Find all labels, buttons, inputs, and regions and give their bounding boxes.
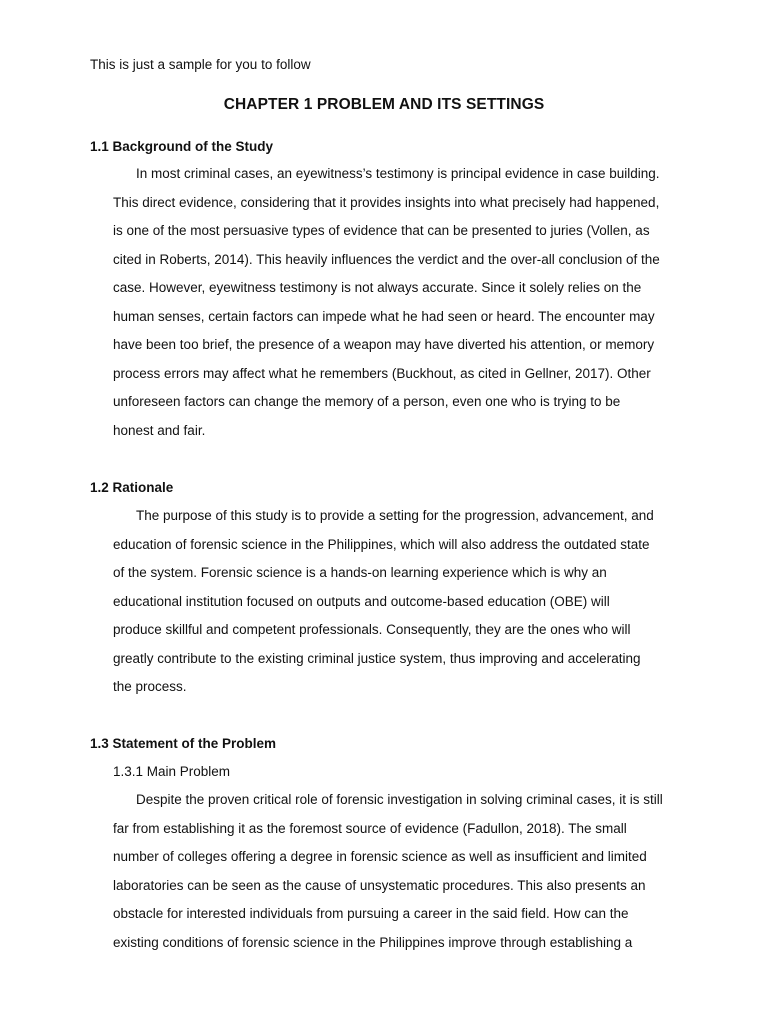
text-line: is one of the most persuasive types of evidence that can be presented to juries (Vollen, as — [113, 223, 650, 238]
text-line: In most criminal cases, an eyewitness’s testimony is principal evidence in case building. — [136, 166, 660, 181]
text-line: Despite the proven critical role of forensic investigation in solving criminal cases, it is still — [136, 792, 663, 807]
subsection-heading-main-problem: 1.3.1 Main Problem — [113, 764, 231, 779]
text-line: educational institution focused on outputs and outcome-based education (OBE) will — [113, 593, 610, 609]
paragraph-rationale — [113, 502, 688, 702]
text-line: education of forensic science in the Philippines, which will also address the outdated state — [113, 536, 650, 552]
section-heading-statement: 1.3 Statement of the Problem — [90, 736, 277, 751]
section-heading-background: 1.1 Background of the Study — [90, 139, 274, 154]
text-line: honest and fair. — [113, 422, 206, 438]
text-line: process errors may affect what he remembers (Buckhout, as cited in Gellner, 2017). Other — [113, 365, 651, 381]
paragraph-background — [113, 160, 688, 445]
text-line: The purpose of this study is to provide a setting for the progression, advancement, and — [136, 508, 654, 523]
text-line: produce skillful and competent professionals. Consequently, they are the ones who will — [113, 622, 631, 637]
sample-note: This is just a sample for you to follow — [90, 57, 311, 72]
chapter-title: CHAPTER 1 PROBLEM AND ITS SETTINGS — [223, 96, 545, 113]
text-line: existing conditions of forensic science in the Philippines improve through establishing a — [113, 934, 633, 950]
text-line: human senses, certain factors can impede what he had seen or heard. The encounter may — [113, 308, 655, 324]
text-line: case. However, eyewitness testimony is not always accurate. Since it solely relies on the — [113, 280, 642, 295]
text-line: obstacle for interested individuals from pursuing a career in the said field. How can the — [113, 906, 629, 921]
text-line: of the system. Forensic science is a hands-on learning experience which is why an — [113, 565, 607, 580]
text-line: laboratories can be seen as the cause of unsystematic procedures. This also presents an — [113, 877, 646, 893]
text-line: This direct evidence, considering that it provides insights into what precisely had happened, — [113, 194, 660, 210]
text-line: cited in Roberts, 2014). This heavily influences the verdict and the over-all conclusion of the — [113, 251, 660, 267]
section-heading-rationale: 1.2 Rationale — [90, 480, 174, 495]
text-line: the process. — [113, 679, 187, 694]
paragraph-main-problem — [113, 786, 688, 957]
text-line: greatly contribute to the existing criminal justice system, thus improving and accelerating — [113, 650, 641, 666]
text-line: number of colleges offering a degree in forensic science as well as insufficient and limited — [113, 849, 647, 864]
text-line: have been too brief, the presence of a weapon may have diverted his attention, or memory — [113, 337, 655, 352]
text-line: far from establishing it as the foremost source of evidence (Fadullon, 2018). The small — [113, 820, 627, 836]
text-line: unforeseen factors can change the memory of a person, even one who is trying to be — [113, 394, 621, 409]
